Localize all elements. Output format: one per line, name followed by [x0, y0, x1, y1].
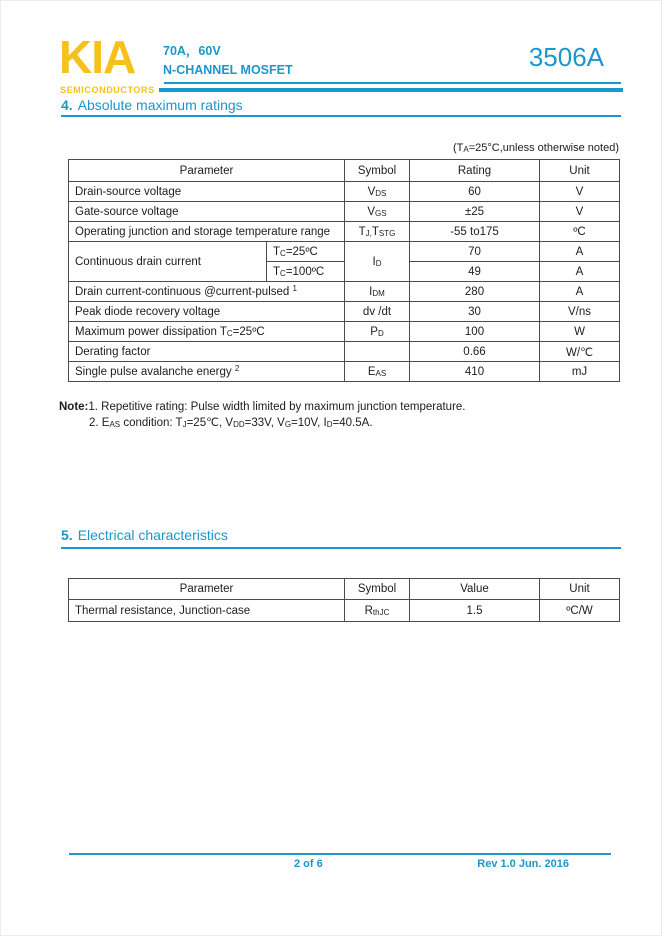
- param-cell: Continuous drain current: [69, 242, 267, 282]
- table-header-row: [69, 579, 620, 600]
- section5-heading: [61, 527, 228, 543]
- header-cell-rating: Rating: [410, 160, 540, 182]
- unit-cell: A: [540, 242, 620, 262]
- value-cell: 1.5: [410, 600, 540, 622]
- rating-cell: 410: [410, 362, 540, 382]
- unit-cell: ºC/W: [540, 600, 620, 622]
- unit-cell: V: [540, 202, 620, 222]
- symbol-cell: $I_{DM}$: [345, 282, 410, 302]
- rating-cell: 60: [410, 182, 540, 202]
- param-cell: Peak diode recovery voltage: [69, 302, 345, 322]
- table-row: [69, 182, 620, 202]
- header-cell-unit: Unit: [540, 160, 620, 182]
- section5-title: Electrical characteristics: [77, 527, 228, 543]
- unit-cell: ºC: [540, 222, 620, 242]
- section4-heading: [61, 97, 243, 113]
- param-cell: Derating factor: [69, 342, 345, 362]
- param-cell: Maximum power dissipation $T_C=25ºC$: [69, 322, 345, 342]
- section5-number: 5.: [61, 527, 73, 543]
- symbol-cell: $T_{J,}T_{STG}$: [345, 222, 410, 242]
- device-summary: [163, 41, 293, 77]
- header-rule-thick: [159, 88, 623, 92]
- param-cell: Single pulse avalanche energy $^2$: [69, 362, 345, 382]
- param-cell: Operating junction and storage temperature range: [69, 222, 345, 242]
- condition-cell: $T_C=25ºC$: [267, 242, 345, 262]
- section4-underline: [61, 115, 621, 117]
- table-row: [69, 302, 620, 322]
- revision-label: Rev 1.0 Jun. 2016: [477, 858, 569, 870]
- rating-cell: 49: [410, 262, 540, 282]
- absolute-maximum-ratings-table: [68, 159, 620, 382]
- unit-cell: W: [540, 322, 620, 342]
- header-cell-value: Value: [410, 579, 540, 600]
- symbol-cell: dv /dt: [345, 302, 410, 322]
- symbol-cell: $I_D$: [345, 242, 410, 282]
- header-cell-symbol: Symbol: [345, 579, 410, 600]
- kia-logo-subtext: SEMICONDUCTORS: [60, 85, 155, 95]
- table-row: [69, 222, 620, 242]
- unit-cell: W/℃: [540, 342, 620, 362]
- page-indicator: 2 of 6: [294, 858, 323, 870]
- section5-underline: [61, 547, 621, 549]
- table-row: [69, 202, 620, 222]
- table-row: [69, 322, 620, 342]
- header-cell-unit: Unit: [540, 579, 620, 600]
- condition-cell: $T_C=100ºC$: [267, 262, 345, 282]
- part-number: 3506A: [528, 42, 604, 72]
- header-cell-parameter: Parameter: [69, 160, 345, 182]
- note-text: 1. Repetitive rating: Pulse width limited by maximum junction temperature.: [88, 401, 466, 413]
- note-label: Note:: [59, 401, 89, 413]
- test-condition-note: ($T_A=25^\circ C,unless$ otherwise noted): [453, 142, 619, 154]
- symbol-cell: $P_D$: [345, 322, 410, 342]
- rating-cell: 70: [410, 242, 540, 262]
- unit-cell: mJ: [540, 362, 620, 382]
- device-type-line: N-CHANNEL MOSFET: [163, 63, 293, 77]
- header-cell-parameter: Parameter: [69, 579, 345, 600]
- kia-logo: KIA: [59, 31, 136, 83]
- table-row: [69, 282, 620, 302]
- rating-cell: 280: [410, 282, 540, 302]
- symbol-cell: $V_{GS}$: [345, 202, 410, 222]
- symbol-cell: [345, 342, 410, 362]
- param-cell: Drain-source voltage: [69, 182, 345, 202]
- rating-cell: -55 to175: [410, 222, 540, 242]
- symbol-cell: $R_{thJC}$: [345, 600, 410, 622]
- unit-cell: V/ns: [540, 302, 620, 322]
- note-line: [59, 400, 466, 416]
- table-row: [69, 362, 620, 382]
- rating-cell: 100: [410, 322, 540, 342]
- symbol-cell: $V_{DS}$: [345, 182, 410, 202]
- param-cell: Drain current-continuous @current-pulsed $^1$: [69, 282, 345, 302]
- header-rule-thin: [164, 82, 621, 84]
- header-cell-symbol: Symbol: [345, 160, 410, 182]
- table-header-row: [69, 160, 620, 182]
- unit-cell: A: [540, 282, 620, 302]
- unit-cell: V: [540, 182, 620, 202]
- param-cell: Gate-source voltage: [69, 202, 345, 222]
- table-notes: [59, 400, 466, 431]
- param-cell: Thermal resistance, Junction-case: [69, 600, 345, 622]
- symbol-cell: $E_{AS}$: [345, 362, 410, 382]
- note-line: 2. $E_{AS}$ condition: $T_J=25℃$, $V_{DD}=33V$, $V_G=10V$, $I_D=40.5A$.: [89, 416, 373, 429]
- unit-cell: A: [540, 262, 620, 282]
- table-row: [69, 600, 620, 622]
- table-row: [69, 242, 620, 262]
- table-row: [69, 342, 620, 362]
- footer-rule: [69, 853, 611, 855]
- electrical-characteristics-table: [68, 578, 620, 622]
- rating-cell: 30: [410, 302, 540, 322]
- section4-number: 4.: [61, 97, 73, 113]
- section4-title: Absolute maximum ratings: [77, 97, 243, 113]
- rating-cell: ±25: [410, 202, 540, 222]
- device-rating-line: 70A，60V: [163, 44, 221, 58]
- rating-cell: 0.66: [410, 342, 540, 362]
